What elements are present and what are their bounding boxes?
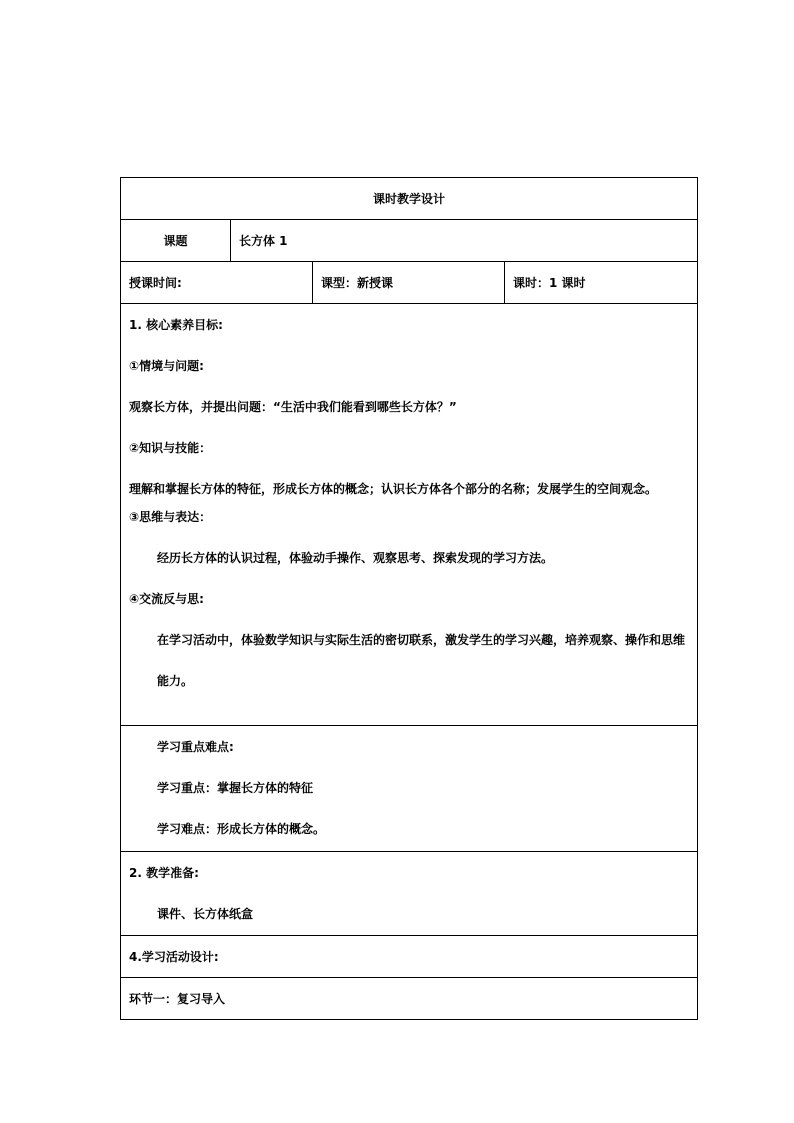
goals-row <box>121 304 698 726</box>
keypoints-row <box>121 726 698 852</box>
prep-row <box>121 852 698 936</box>
topic-value: 长方体 1 <box>231 220 698 262</box>
info-row <box>121 262 698 304</box>
prep-heading: 2. 教学准备: <box>129 866 199 880</box>
prep-items: 课件、长方体纸盒 <box>157 907 254 921</box>
goal-4-title: ④交流反与思: <box>129 592 204 606</box>
key-difficulty: 学习难点：形成长方体的概念。 <box>157 822 326 836</box>
topic-label: 课题 <box>121 220 231 262</box>
stage-1: 环节一：复习导入 <box>121 978 698 1020</box>
lesson-period: 课时：1 课时 <box>505 262 698 304</box>
goal-1-title: ①情境与问题: <box>129 359 204 373</box>
activity-heading: 4.学习活动设计: <box>121 936 698 978</box>
goal-3-text: 经历长方体的认识过程，体验动手操作、观察思考、探索发现的学习方法。 <box>157 551 554 565</box>
goals-cell <box>121 304 698 726</box>
lesson-type: 课型：新授课 <box>313 262 505 304</box>
goal-3-title: ③思维与表达： <box>129 510 212 524</box>
teaching-time-label: 授课时间: <box>121 262 313 304</box>
goals-heading: 1. 核心素养目标: <box>129 318 223 332</box>
keypoints-heading: 学习重点难点: <box>157 740 234 754</box>
title-row <box>121 178 698 220</box>
table-title: 课时教学设计 <box>121 178 698 220</box>
goal-2-text: 理解和掌握长方体的特征，形成长方体的概念；认识长方体各个部分的名称；发展学生的空间观念。 <box>129 482 658 496</box>
lesson-design-table <box>120 177 698 1020</box>
keypoints-cell <box>121 726 698 852</box>
prep-cell <box>121 852 698 936</box>
key-focus: 学习重点：掌握长方体的特征 <box>157 781 314 795</box>
goal-1-text: 观察长方体，并提出问题：“生活中我们能看到哪些长方体？” <box>129 400 457 414</box>
topic-row <box>121 220 698 262</box>
activity-row <box>121 936 698 978</box>
goal-4-text: 在学习活动中，体验数学知识与实际生活的密切联系，激发学生的学习兴趣，培养观察、操作和思维能力。 <box>157 633 686 688</box>
stage-row <box>121 978 698 1020</box>
goal-2-title: ②知识与技能： <box>129 441 212 455</box>
